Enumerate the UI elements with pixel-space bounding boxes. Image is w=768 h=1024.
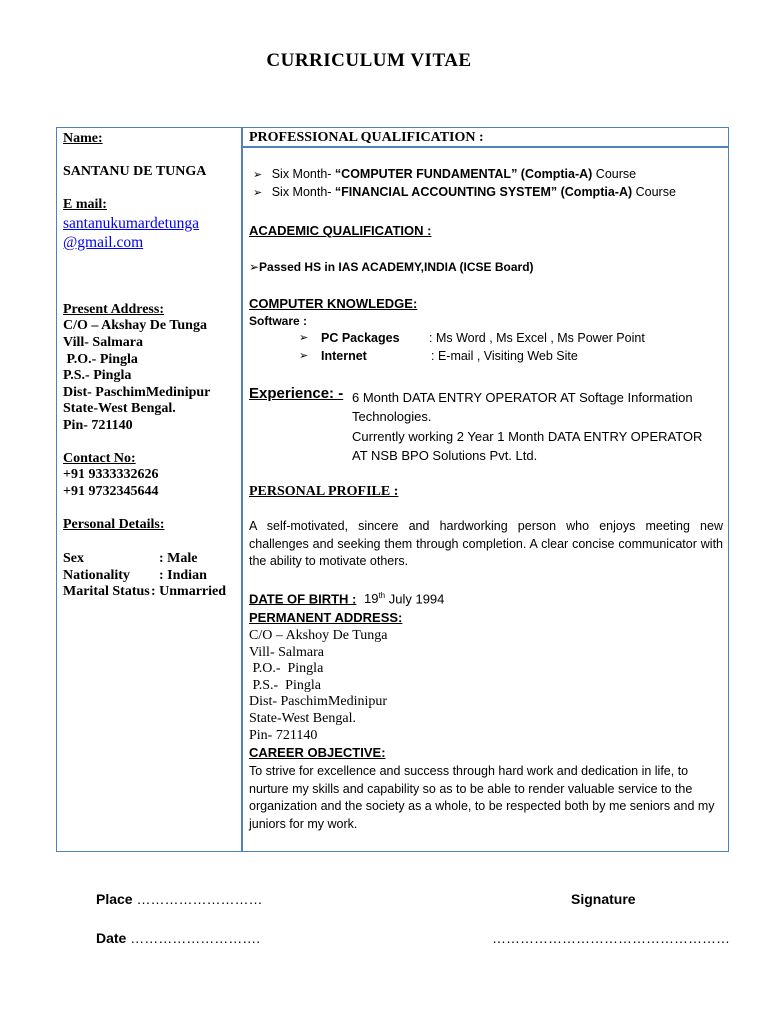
personal-value: : Indian	[159, 567, 207, 583]
experience-line: 6 Month DATA ENTRY OPERATOR AT Softage Information	[352, 390, 693, 405]
present-address-line: C/O – Akshay De Tunga	[63, 318, 207, 334]
email-line-2: @gmail.com	[63, 233, 144, 251]
course-suffix: Course	[632, 185, 676, 199]
software-name: Internet	[321, 349, 367, 363]
present-address-line: Pin- 721140	[63, 417, 133, 433]
present-address-line: P.O.- Pingla	[63, 351, 138, 367]
candidate-name: SANTANU DE TUNGA	[63, 163, 207, 179]
permanent-address-line: P.S.- Pingla	[249, 677, 321, 693]
personal-row-marital-status	[63, 584, 238, 601]
academic-text: ➢Passed HS in IAS ACADEMY,INDIA (ICSE Board)	[249, 260, 534, 274]
personal-row-nationality	[63, 568, 238, 585]
present-address-line: P.S.- Pingla	[63, 368, 132, 384]
dob-rest: July 1994	[385, 591, 445, 607]
present-address-heading: Present Address:	[63, 301, 164, 317]
present-address-line: Vill- Salmara	[63, 334, 143, 350]
permanent-address-line: C/O – Akshoy De Tunga	[249, 628, 388, 643]
permanent-address-line: Pin- 721140	[249, 727, 318, 743]
personal-details	[63, 551, 238, 601]
course-name: “FINANCIAL ACCOUNTING SYSTEM” (Comptia-A)	[334, 185, 633, 199]
date-dots: ……………………….	[126, 930, 261, 946]
place-field	[96, 891, 262, 907]
permanent-address-line: Vill- Salmara	[249, 644, 324, 660]
permanent-address-line: P.O.- Pingla	[249, 661, 324, 677]
place-dots: ………………………	[132, 891, 263, 907]
course-name: “COMPUTER FUNDAMENTAL” (Comptia-A)	[334, 167, 593, 181]
left-column	[63, 129, 238, 601]
contact-heading: Contact No:	[63, 450, 136, 466]
email-line-1: santanukumardetunga	[63, 214, 200, 232]
permanent-address-line: State-West Bengal.	[249, 710, 356, 726]
software-item	[299, 349, 719, 363]
personal-profile-heading: PERSONAL PROFILE :	[249, 484, 399, 499]
personal-details-heading: Personal Details:	[63, 517, 165, 533]
software-label: Software :	[249, 314, 308, 328]
personal-label: Sex	[63, 550, 84, 566]
experience-line: Technologies.	[352, 409, 432, 425]
signature-label: Signature	[571, 891, 636, 907]
dob-label: DATE OF BIRTH :	[249, 591, 357, 607]
career-objective-heading: CAREER OBJECTIVE:	[249, 745, 386, 760]
bullet-arrow-icon: ➢	[299, 349, 309, 362]
experience-line: AT NSB BPO Solutions Pvt. Ltd.	[352, 447, 538, 463]
professional-qualification-heading: PROFESSIONAL QUALIFICATION :	[249, 130, 484, 145]
software-value: : Ms Word , Ms Excel , Ms Power Point	[429, 331, 645, 345]
permanent-address	[249, 628, 387, 744]
experience-line: Currently working 2 Year 1 Month DATA ENTRY OPERATOR	[352, 428, 703, 444]
present-address	[63, 318, 238, 434]
course-suffix: Course	[592, 167, 637, 181]
computer-knowledge-heading: COMPUTER KNOWLEDGE:	[249, 296, 418, 311]
course-prefix: Six Month-	[271, 167, 335, 181]
document-title: CURRICULUM VITAE	[266, 50, 472, 71]
personal-label: Nationality	[63, 567, 130, 583]
personal-row-sex	[63, 551, 238, 568]
career-objective-text: To strive for excellence and success through hard work and dedication in life, to nurture my skills and capability so as to be able to render valuable service to the organization and the society as a whole, to be respected both by me seniors and my juniors for my work.	[249, 764, 715, 831]
permanent-address-heading: PERMANENT ADDRESS:	[249, 610, 403, 625]
phone-number: +91 9732345644	[63, 483, 159, 499]
academic-heading: ACADEMIC QUALIFICATION :	[249, 223, 432, 238]
course-prefix: Six Month-	[271, 185, 335, 199]
bullet-arrow-icon: ➢	[253, 186, 263, 199]
software-name: PC Packages	[321, 331, 400, 345]
column-divider	[241, 127, 243, 852]
course-item	[253, 185, 723, 199]
experience-heading: Experience: -	[249, 385, 344, 402]
permanent-address-line: Dist- PaschimMedinipur	[249, 694, 388, 710]
date-of-birth	[249, 591, 444, 606]
phone-number: +91 9333332626	[63, 467, 159, 483]
bullet-arrow-icon: ➢	[253, 168, 263, 181]
personal-profile-text: A self-motivated, sincere and hardworking person who enjoys meeting new challenges and seeking them through completion. A clear concise communicator with the ability to motivate others.	[249, 519, 723, 568]
date-field	[96, 930, 260, 946]
email-heading: E mail:	[63, 197, 107, 213]
email-link[interactable]	[63, 214, 238, 252]
personal-label: Marital Status	[63, 584, 150, 600]
date-label: Date	[96, 930, 127, 946]
signature-line: ……………………………………………	[492, 930, 730, 946]
bullet-arrow-icon: ➢	[299, 331, 309, 344]
software-item	[299, 331, 719, 345]
personal-value: : Male	[159, 550, 198, 566]
course-item	[253, 167, 723, 181]
present-address-line: Dist- PaschimMedinipur	[63, 384, 211, 400]
software-value: : E-mail , Visiting Web Site	[431, 349, 578, 363]
dob-day: 19	[363, 591, 379, 607]
personal-value: : Unmarried	[151, 584, 227, 600]
name-heading: Name:	[63, 131, 103, 146]
place-label: Place	[96, 891, 133, 907]
dob-suffix: th	[378, 591, 386, 600]
present-address-line: State-West Bengal.	[63, 401, 176, 417]
experience-text	[352, 388, 724, 465]
